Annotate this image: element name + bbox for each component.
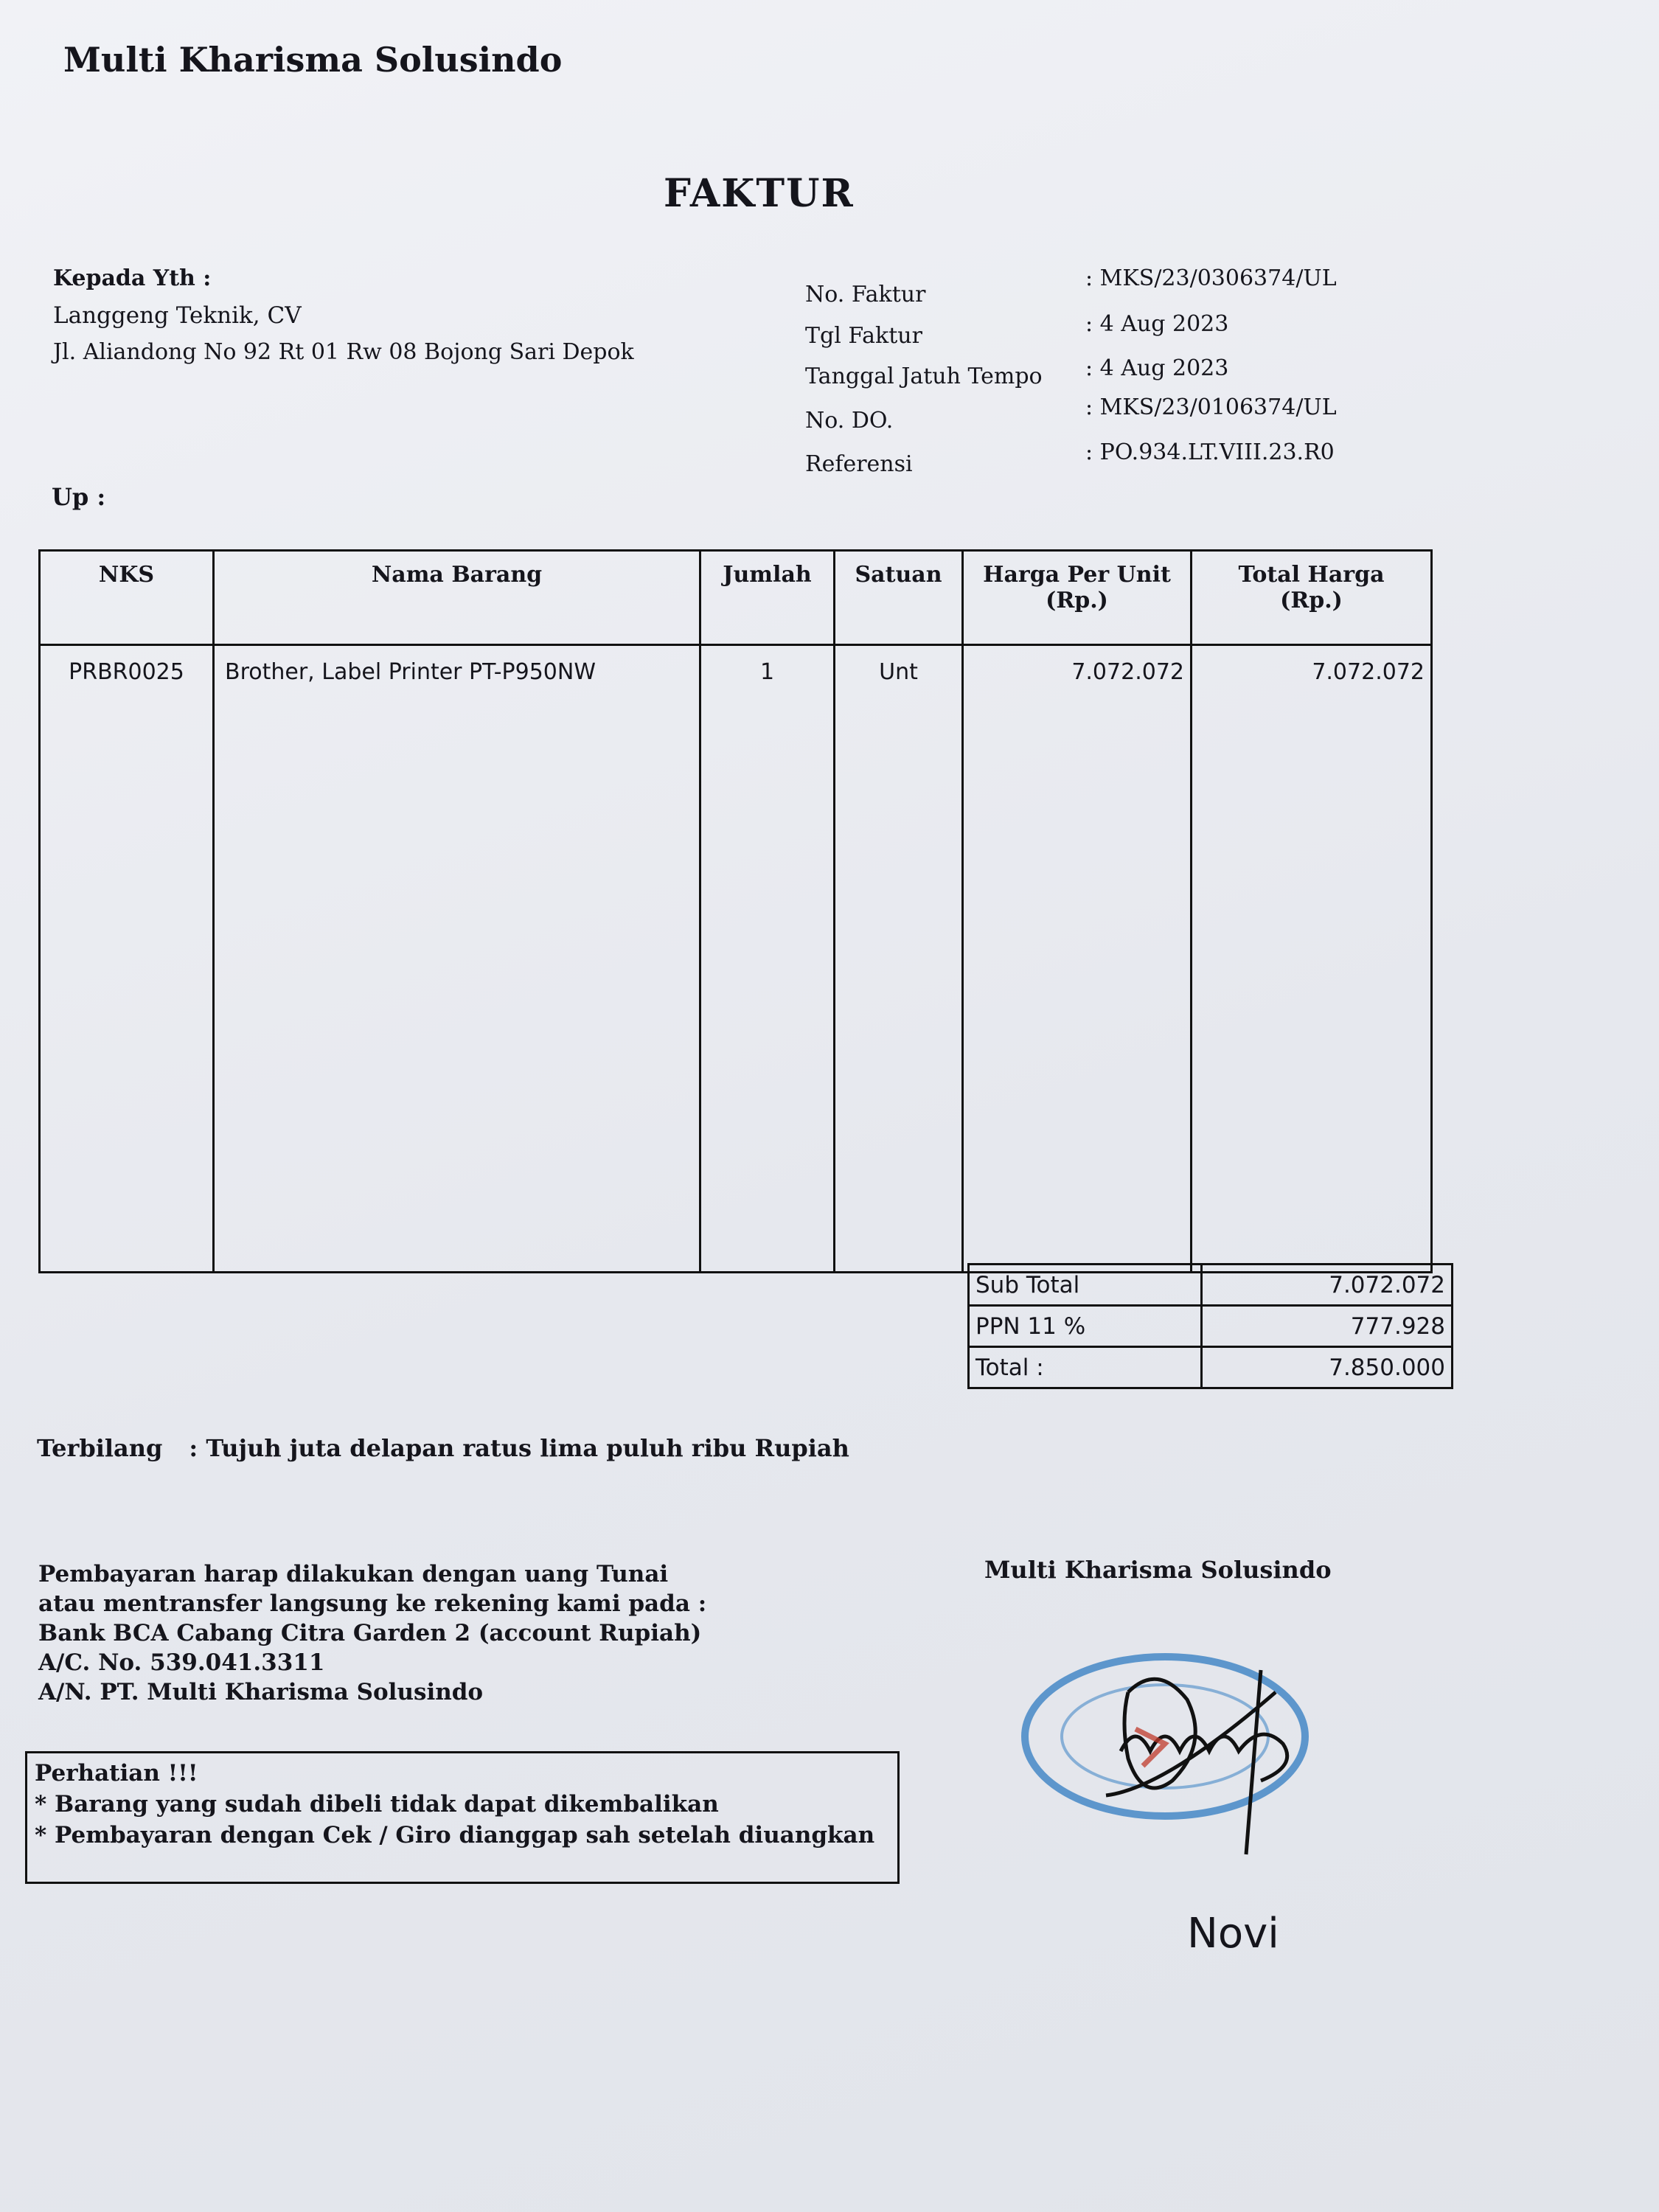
signature-company: Multi Kharisma Solusindo <box>984 1556 1332 1584</box>
notice-item: * Barang yang sudah dibeli tidak dapat dikembalikan <box>35 1791 719 1818</box>
notice-item: * Pembayaran dengan Cek / Giro dianggap sah setelah diuangkan <box>35 1822 875 1848</box>
invoice-number-label: No. Faktur <box>805 282 926 307</box>
terbilang-value: : Tujuh juta delapan ratus lima puluh ribu Rupiah <box>189 1434 849 1462</box>
cell-harga-per-unit: 7.072.072 <box>963 645 1192 1273</box>
table-header-row <box>40 551 1432 645</box>
payment-instructions <box>38 1559 706 1707</box>
header-nks: NKS <box>40 551 214 645</box>
recipient-name: Langgeng Teknik, CV <box>53 302 302 329</box>
due-date-value: : 4 Aug 2023 <box>1085 355 1229 381</box>
subtotal-label: Sub Total <box>969 1265 1202 1306</box>
invoice-date-value: : 4 Aug 2023 <box>1085 311 1229 337</box>
grand-total-label: Total : <box>969 1347 1202 1388</box>
cell-satuan: Unt <box>835 645 963 1273</box>
recipient-address: Jl. Aliandong No 92 Rt 01 Rw 08 Bojong Sari Depok <box>53 339 634 365</box>
payment-line: atau mentransfer langsung ke rekening kami pada : <box>38 1590 707 1617</box>
notice-title: Perhatian !!! <box>35 1760 198 1787</box>
terbilang <box>37 1434 849 1462</box>
cell-total-harga: 7.072.072 <box>1192 645 1432 1273</box>
do-number-value: : MKS/23/0106374/UL <box>1085 394 1337 420</box>
do-number-label: No. DO. <box>805 408 894 434</box>
cell-nks: PRBR0025 <box>40 645 214 1273</box>
header-total-line2: (Rp.) <box>1280 588 1343 613</box>
ppn-row <box>969 1306 1453 1347</box>
ppn-value: 777.928 <box>1202 1306 1453 1347</box>
cell-nama-barang: Brother, Label Printer PT-P950NW <box>214 645 700 1273</box>
totals-table <box>967 1263 1453 1389</box>
ppn-label: PPN 11 % <box>969 1306 1202 1347</box>
header-harga-per-unit <box>963 551 1192 645</box>
company-stamp-icon <box>1018 1641 1342 1862</box>
notice-box <box>25 1751 900 1884</box>
up-label: Up : <box>52 483 106 511</box>
grand-total-row <box>969 1347 1453 1388</box>
subtotal-row <box>969 1265 1453 1306</box>
header-satuan: Satuan <box>835 551 963 645</box>
payment-line: Bank BCA Cabang Citra Garden 2 (account Rupiah) <box>38 1620 702 1646</box>
due-date-label: Tanggal Jatuh Tempo <box>805 364 1043 389</box>
payment-line: Pembayaran harap dilakukan dengan uang Tunai <box>38 1561 669 1587</box>
signatory-name: Novi <box>1187 1910 1279 1958</box>
header-nama-barang: Nama Barang <box>214 551 700 645</box>
payment-line: A/N. PT. Multi Kharisma Solusindo <box>38 1679 484 1705</box>
subtotal-value: 7.072.072 <box>1202 1265 1453 1306</box>
company-name: Multi Kharisma Solusindo <box>63 40 563 80</box>
header-total-harga <box>1192 551 1432 645</box>
document-title: FAKTUR <box>664 171 855 216</box>
recipient-label: Kepada Yth : <box>53 265 212 291</box>
grand-total-value: 7.850.000 <box>1202 1347 1453 1388</box>
items-table <box>38 549 1433 1273</box>
invoice-date-label: Tgl Faktur <box>805 323 922 349</box>
terbilang-label: Terbilang <box>37 1434 163 1462</box>
header-jumlah: Jumlah <box>700 551 835 645</box>
cell-jumlah: 1 <box>700 645 835 1273</box>
payment-line: A/C. No. 539.041.3311 <box>38 1649 325 1676</box>
reference-label: Referensi <box>805 451 913 477</box>
invoice-number-value: : MKS/23/0306374/UL <box>1085 265 1337 291</box>
header-total-line1: Total Harga <box>1238 562 1385 588</box>
table-row <box>40 645 1432 1273</box>
header-harga-line1: Harga Per Unit <box>983 562 1171 588</box>
reference-value: : PO.934.LT.VIII.23.R0 <box>1085 439 1335 465</box>
header-harga-line2: (Rp.) <box>1046 588 1108 613</box>
